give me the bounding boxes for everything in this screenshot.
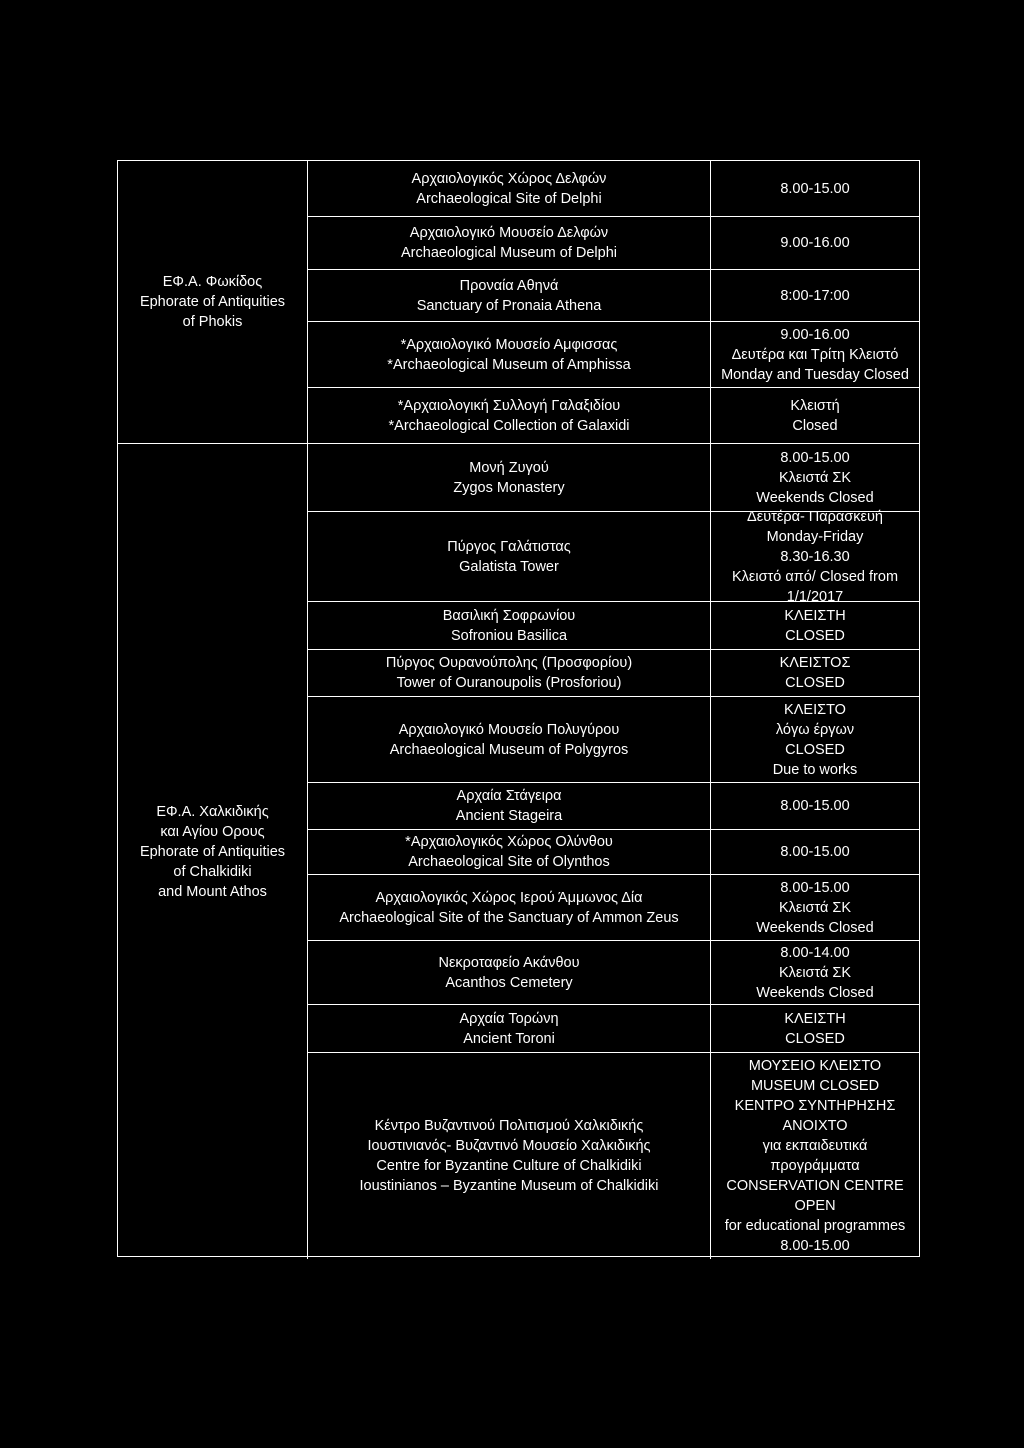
site-name-cell: [308, 782, 711, 829]
site-name-line: *Αρχαιολογικό Μουσείο Αμφισσας: [400, 336, 618, 353]
site-name-line: Sanctuary of Pronaia Athena: [416, 297, 602, 314]
opening-hours-line: CLOSED: [785, 675, 845, 691]
opening-hours-cell: [711, 696, 919, 782]
site-name-line: *Αρχαιολογικός Χώρος Ολύνθου: [405, 834, 613, 850]
site-name-line: Archaeological Site of the Sanctuary of Ammon Zeus: [339, 909, 679, 926]
opening-hours-cell: [711, 649, 919, 696]
opening-hours-line: ΚΛΕΙΣΤΟΣ: [779, 655, 851, 671]
site-name-line: Ιουστινιανός- Βυζαντινό Μουσείο Χαλκιδικής: [367, 1138, 651, 1154]
site-name-line: Acanthos Cemetery: [445, 974, 573, 991]
opening-hours-line: 8:00-17:00: [780, 287, 850, 304]
site-name-line: Archaeological Site of Delphi: [416, 190, 602, 207]
site-name-line: Προναία Αθηνά: [459, 277, 559, 294]
opening-hours-line: ΜΟΥΣΕΙΟ ΚΛΕΙΣΤΟ: [748, 1058, 882, 1074]
opening-hours-line: CLOSED: [785, 1030, 845, 1047]
ephorate-name-line: of Chalkidiki: [173, 863, 252, 880]
opening-hours-cell: [711, 1004, 919, 1052]
opening-hours-line: 8.00-15.00: [780, 180, 850, 197]
opening-hours-cell: [711, 269, 919, 321]
site-name-cell: [308, 829, 711, 874]
site-name-line: Ancient Stageira: [455, 808, 563, 824]
site-name-line: Αρχαιολογικός Χώρος Δελφών: [411, 170, 607, 187]
site-name-line: Βασιλική Σοφρωνίου: [442, 607, 576, 624]
site-name-line: Νεκροταφείο Ακάνθου: [438, 954, 580, 971]
opening-hours-cell: [711, 1052, 919, 1259]
opening-hours-line: ΚΛΕΙΣΤΗ: [784, 607, 846, 624]
site-name-cell: [308, 269, 711, 321]
site-name-line: Galatista Tower: [459, 558, 559, 575]
site-name-cell: [308, 387, 711, 443]
opening-hours-line: Κλειστά ΣΚ: [778, 964, 852, 981]
ephorate-cell: [118, 161, 308, 443]
site-name-cell: [308, 1052, 711, 1259]
opening-hours-line: ΑΝΟΙΧΤΟ: [782, 1118, 848, 1134]
site-name-cell: [308, 216, 711, 269]
site-name-cell: [308, 940, 711, 1004]
ephorate-name-line: of Phokis: [182, 314, 243, 330]
opening-hours-line: 8.00-14.00: [780, 944, 850, 961]
site-name-line: Αρχαιολογικό Μουσείο Δελφών: [409, 225, 609, 241]
ephorate-name-line: and Mount Athos: [158, 883, 267, 900]
opening-hours-line: CLOSED: [785, 741, 845, 758]
opening-hours-line: 1/1/2017: [786, 588, 844, 605]
opening-hours-line: 8.00-15.00: [780, 1238, 850, 1254]
site-name-line: *Αρχαιολογική Συλλογή Γαλαξιδίου: [397, 397, 621, 414]
opening-hours-line: 8.00-15.00: [780, 844, 850, 860]
site-name-line: Ioustinianos – Byzantine Museum of Chalkidiki: [359, 1178, 659, 1194]
site-name-line: Tower of Ouranoupolis (Prosforiou): [396, 675, 622, 691]
opening-hours-line: ΚΛΕΙΣΤΗ: [784, 1010, 846, 1027]
opening-hours-cell: [711, 508, 919, 605]
site-name-cell: [308, 161, 711, 216]
site-name-line: Πύργος Γαλάτιστας: [447, 538, 571, 555]
opening-hours-line: για εκπαιδευτικά: [762, 1138, 868, 1154]
opening-hours-line: 8.00-15.00: [780, 798, 850, 814]
site-name-line: Ancient Toroni: [463, 1030, 555, 1047]
opening-hours-cell: [711, 321, 919, 387]
site-name-line: Κέντρο Βυζαντινού Πολιτισμού Χαλκιδικής: [374, 1118, 644, 1134]
opening-hours-line: 8.30-16.30: [780, 548, 850, 565]
opening-hours-line: 8.00-15.00: [780, 449, 850, 466]
opening-hours-line: Weekends Closed: [756, 489, 874, 506]
opening-hours-line: MUSEUM CLOSED: [750, 1078, 880, 1094]
opening-hours-line: 9.00-16.00: [780, 326, 850, 343]
opening-hours-line: λόγω έργων: [775, 721, 855, 738]
opening-hours-line: Weekends Closed: [756, 919, 874, 936]
opening-hours-cell: [711, 161, 919, 216]
ephorate-cell: [118, 443, 308, 1259]
site-name-cell: [308, 874, 711, 940]
opening-hours-line: ΚΕΝΤΡΟ ΣΥΝΤΗΡΗΣΗΣ: [734, 1098, 896, 1114]
opening-hours-line: 8.00-15.00: [780, 879, 850, 896]
site-name-line: Archaeological Museum of Polygyros: [389, 741, 629, 758]
opening-hours-cell: [711, 874, 919, 940]
opening-hours-line: Κλειστά ΣΚ: [778, 469, 852, 486]
ephorate-name-line: Ephorate of Antiquities: [139, 843, 286, 860]
opening-hours-line: Weekends Closed: [756, 984, 874, 1001]
site-name-cell: [308, 443, 711, 511]
site-name-cell: [308, 321, 711, 387]
site-name-line: Archaeological Site of Olynthos: [408, 854, 610, 870]
opening-hours-line: ΚΛΕΙΣΤΟ: [784, 701, 846, 718]
opening-hours-line: Κλειστά ΣΚ: [778, 899, 852, 916]
site-name-line: Centre for Byzantine Culture of Chalkidiki: [376, 1158, 642, 1174]
ephorate-name-line: ΕΦ.Α. Φωκίδος: [162, 274, 263, 290]
opening-hours-cell: [711, 216, 919, 269]
opening-hours-cell: [711, 387, 919, 443]
site-name-line: Αρχαία Στάγειρα: [456, 788, 562, 804]
opening-hours-line: CLOSED: [785, 627, 845, 644]
site-name-line: Sofroniou Basilica: [450, 627, 568, 644]
site-name-line: Μονή Ζυγού: [469, 459, 549, 476]
site-name-line: Αρχαιολογικό Μουσείο Πολυγύρου: [398, 721, 620, 738]
site-name-cell: [308, 649, 711, 696]
ephorate-name-line: Ephorate of Antiquities: [139, 294, 286, 310]
ephorate-name-line: και Αγίου Ορους: [160, 823, 265, 840]
opening-hours-table: [117, 160, 920, 1257]
site-name-line: *Archaeological Museum of Amphissa: [387, 356, 631, 373]
site-name-cell: [308, 601, 711, 649]
site-name-line: Αρχαιολογικός Χώρος Ιερού Άμμωνος Δία: [375, 889, 643, 906]
opening-hours-cell: [711, 443, 919, 511]
opening-hours-cell: [711, 829, 919, 874]
opening-hours-cell: [711, 940, 919, 1004]
opening-hours-cell: [711, 782, 919, 829]
site-name-line: Archaeological Museum of Delphi: [401, 245, 617, 261]
opening-hours-line: Κλειστή: [790, 397, 840, 414]
site-name-cell: [308, 511, 711, 601]
opening-hours-line: 9.00-16.00: [780, 235, 850, 251]
site-name-line: *Archaeological Collection of Galaxidi: [388, 417, 630, 434]
opening-hours-line: Closed: [792, 417, 838, 434]
opening-hours-line: Κλειστό από/ Closed from: [731, 568, 899, 585]
site-name-line: Πύργος Ουρανούπολης (Προσφορίου): [385, 655, 633, 671]
site-name-line: Αρχαία Τορώνη: [459, 1010, 559, 1027]
opening-hours-line: CONSERVATION CENTRE: [726, 1178, 904, 1194]
opening-hours-line: Due to works: [772, 761, 858, 778]
opening-hours-line: Δευτέρα- Παρασκευή: [747, 508, 883, 525]
opening-hours-line: OPEN: [794, 1198, 836, 1214]
opening-hours-line: Monday and Tuesday Closed: [721, 366, 909, 383]
opening-hours-cell: [711, 601, 919, 649]
opening-hours-line: Monday-Friday: [766, 528, 864, 545]
opening-hours-line: for educational programmes: [724, 1218, 906, 1234]
opening-hours-line: προγράμματα: [770, 1158, 860, 1174]
ephorate-name-line: ΕΦ.Α. Χαλκιδικής: [156, 803, 269, 820]
site-name-cell: [308, 696, 711, 782]
site-name-cell: [308, 1004, 711, 1052]
site-name-line: Zygos Monastery: [453, 479, 565, 496]
opening-hours-line: Δευτέρα και Τρίτη Κλειστό: [731, 346, 899, 363]
